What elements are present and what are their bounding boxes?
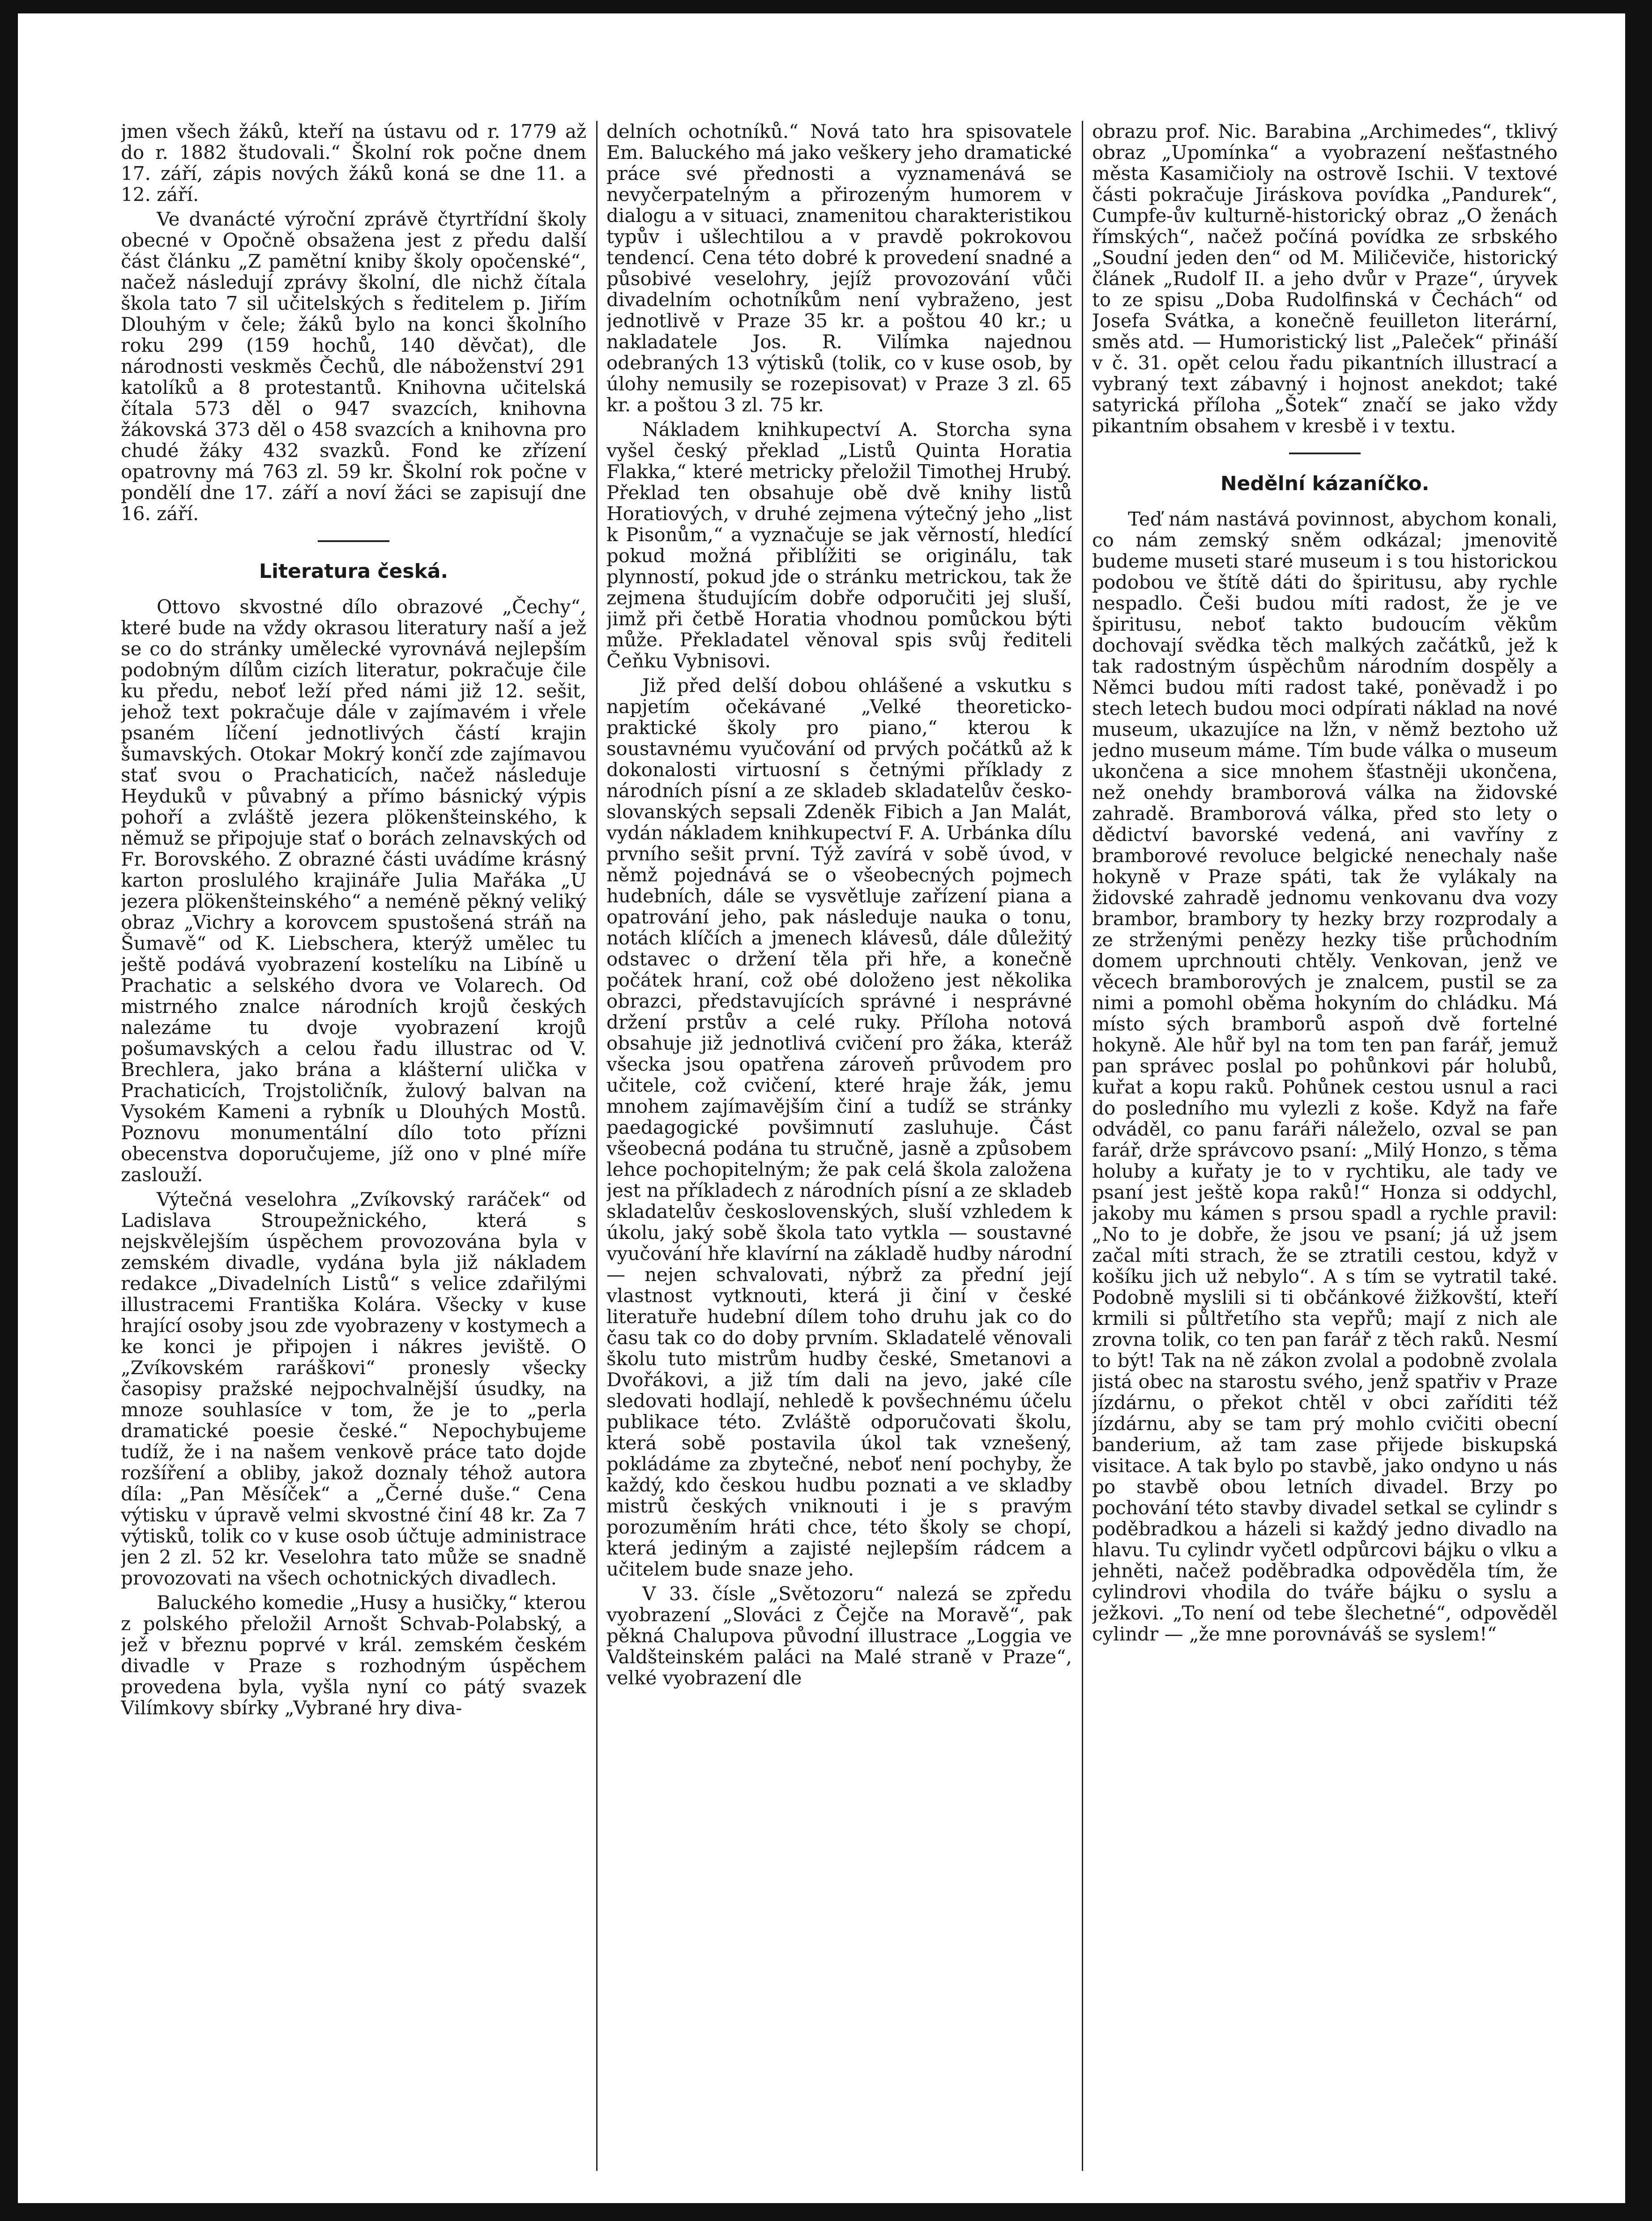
column-1 [121, 121, 586, 2180]
scan-border-top [0, 0, 1652, 13]
section-heading: Nedělní kázaníčko. [1220, 472, 1430, 495]
newspaper-page [121, 121, 1558, 2180]
article-paragraph: Již před delší dobou ohlášené a vskutku s napjetím očekávané „Velké theoreticko-praktické školy pro piano,“ kterou k soustavnému vyučování od prvých počátků až k dokonalosti virtuosní s četnými příklady z národních písní a ze skladeb skladatelův česko-slovanských sepsali Zdeněk Fibich a Jan Malát, vydán nákladem knihkupectví F. A. Urbánka dílu prvního sešit první. Týž zavírá v sobě úvod, v němž pojednává se o všeobecných pojmech hudebních, dále se vysvětluje zařízení piana a opatrování jeho, pak následuje nauka o tonu, notách klíčích a jmenech klávesů, dále důležitý odstavec o držení těla při hře, a konečně počátek hraní, což obé doloženo jest několika obrazci, představujících správné i nesprávné držení prstův a celé ruky. Příloha notová obsahuje již jednotlivá cvičení pro žáka, kteráž všecka jsou opatřena zároveň průvodem pro učitele, což cvičení, které hraje žák, jemu mnohem zajímavějším činí a tudíž se stránky paedagogické povšimnutí zasluhuje. Část všeobecná podána tu stručně, jasně a způsobem lehce pochopitelným; že pak celá škola založena jest na příkladech z národních písní a ze skladeb skladatelův československých, sluší vzhledem k úkolu, jaký sobě škola tato vytkla — soustavné vyučování hře klavírní na základě hudby národní — nejen schvalovati, nýbrž za přední její vlastnost vytknouti, která ji činí v české literatuře hudební dílem toho druhu jak co do času tak co do doby prvním. Skladatelé věnovali školu tuto mistrům hudby české, Smetanovi a Dvořákovi, a již tím dali na jevo, jaké cíle sledovati hodlají, nehledě k povšechnému účelu publikace této. Zvláště odporučovati školu, která sobě postavila úkol tak vznešený, pokládáme za zbytečné, neboť není pochyby, že každý, kdo českou hudbu poznati a ve skladby mistrů českých vniknouti i je s pravým porozuměním hráti chce, této školy se chopí, která jediným a zajisté nejlepším rádcem a učitelem bude snaze jeho. [606, 675, 1072, 1580]
section-separator [1289, 453, 1361, 454]
column-rule-1 [596, 121, 598, 2171]
article-paragraph: Baluckého komedie „Husy a husičky,“ kterou z polského přeložil Arnošt Schvab-Polabský, a jež v březnu poprvé v král. zemském českém divadle v Praze s rozhodným úspěchem provedena byla, vyšla nyní co pátý svazek Vilímkovy sbírky „Vybrané hry diva- [121, 1592, 586, 1719]
section-separator [318, 540, 389, 542]
article-paragraph: jmen všech žáků, kteří na ústavu od r. 1779 až do r. 1882 študovali.“ Školní rok počne dnem 17. září, zápis nových žáků koná se dne 11. a 12. září. [121, 121, 586, 205]
article-paragraph: delních ochotníků.“ Nová tato hra spisovatele Em. Baluckého má jako veškery jeho dramatické práce své přednosti a vyznamenává se nevyčerpatelným a přirozeným humorem v dialogu a v situaci, znamenitou charakteristikou typův i ušlechtilou a v pravdě pokrokovou tendencí. Cena této dobré k provedení snadné a působivé veselohry, jejíž provozování vůči divadelním ochotníkům není vybraženo, jest jednotlivě v Praze 35 kr. a poštou 40 kr.; u nakladatele Jos. R. Vilímka najednou odebraných 13 výtisků (tolik, co v kuse osob, by úlohy nemusily se rozepisovat) v Praze 3 zl. 65 kr. a poštou 3 zl. 75 kr. [606, 121, 1072, 416]
scan-border-right [1625, 0, 1652, 2221]
column-2 [606, 121, 1072, 2180]
column-3 [1092, 121, 1558, 2180]
article-paragraph: obrazu prof. Nic. Barabina „Archimedes“, tklivý obraz „Upomínka“ a vyobrazení nešťastného města Kasamičioly na ostrově Ischii. V textové části pokračuje Jiráskova povídka „Pandurek“, Cumpfe-ův kulturně-historický obraz „O ženách římských“, načež počíná povídka ze srbského „Soudní jeden den“ od M. Miličeviče, historický článek „Rudolf II. a jeho dvůr v Praze“, úryvek to ze spisu „Doba Rudolfinská v Čechách“ od Josefa Svátka, a konečně feuilleton literární, směs atd. — Humoristický list „Paleček“ přináší v č. 31. opět celou řadu pikantních illustrací a vybraný text zábavný i hojnost anekdot; také satyrická příloha „Šotek“ značí se jako vždy pikantním obsahem v kresbě i v textu. [1092, 121, 1558, 437]
article-paragraph: Teď nám nastává povinnost, abychom konali, co nám zemský sněm odkázal; jmenovitě budeme museti staré museum i s tou historickou podobou ve štítě dáti do špiritusu, aby rychle nespadlo. Češi budou míti radost, že je ve špiritusu, neboť takto budoucím věkům dochovají svědka těch malkých začátků, jež k tak radostným úspěchům národním dospěly a Němci budou míti radost také, poněvadž i po stech letech budou moci odpírati náklad na nové museum, ukazujíce na lžn, v němž beztoho už jedno museum máme. Tím bude válka o museum ukončena a sice mnohem šťastněji ukončena, než onehdy bramborová válka na židovské zahradě. Bramborová válka, před sto lety o dědictví bavorské vedená, ani vavříny z bramborové revoluce belgické nenechaly naše hokyně v Praze spáti, tak že vylákaly na židovské zahradě jednomu venkovanu dva vozy brambor, brambory ty hezky brzy rozprodaly a ze strženými penězy hezky tiše průchodním domem uprchnouti chtěly. Venkovan, jenž ve věcech bramborových je znalcem, pustil se za nimi a pomohl oběma hokyním do chládku. Má místo sých bramborů aspoň dvě fortelné hokyně. Ale hůř byl na tom ten pan farář, jemuž pan správec poslal po pohůnkovi pár holubů, kuřat a kopu raků. Pohůnek cestou usnul a raci do posledního mu vylezli z koše. Když na faře odváděl, co panu faráři náleželo, ozval se pan farář, drže správcovo psaní: „Milý Honzo, s těma holuby a kuřaty je to v rychtiku, ale tady ve psaní jest ještě kopa raků!“ Honza si oddychl, jakoby mu kámen s prsou spadl a rychle pravil: „No to je dobře, že jsou ve psaní; já už jsem začal míti strach, že se ztratili cestou, když v košíku jich už nebylo“. A s tím se vytratil také. Podobně myslili si ti občánkové žižkovští, kteří krmili si půltřetího sta vepřů; mají z nich ale zrovna tolik, co ten pan farář z těch raků. Nesmí to být! Tak na ně zákon zvolal a podobně zvolala jistá obec na starostu svého, jenž spatřiv v Praze jízdárnu, o překot chtěl v obci zaříditi též jízdárnu, aby se tam prý mohlo cvičiti obecní banderium, až tam zase přijede biskupská visitace. A tak bylo po stavbě, jako ondyno u nás po stavbě obou letních divadel. Brzy po pochování této stavby divadel setkal se cylindr s poděbradkou a házeli si každý jedno divadlo na hlavu. Tu cylindr vyčetl odpůrcovi bájku o vlku a jehněti, načež poděbradka odpověděla tím, že cylindrovi vhodila do tváře bájku o syslu a ježkovi. „To není od tebe šlechetné“, odpověděl cylindr — „že mne porovnáváš se syslem!“ [1092, 508, 1558, 1645]
article-paragraph: Ottovo skvostné dílo obrazové „Čechy“, které bude na vždy okrasou literatury naší a jež se co do stránky umělecké vyrovnává nejlepším podobným dílům cizích literatur, pokračuje čile ku předu, neboť leží před námi již 12. sešit, jehož text pokračuje dále v zajímavém i vřele psaném líčení jednotlivých částí krajin šumavských. Otokar Mokrý končí zde zajímavou stať svou o Prachaticích, načež následuje Heyduků v půvabný a přímo básnický výpis pohoří a zvláště jezera plökenšteinského, k němuž se připojuje stať o borách zelnavských od Fr. Borovského. Z obrazné části uvádíme krásný karton proslulého krajináře Julia Mařáka „U jezera plökenšteinského“ a neméně pěkný veliký obraz „Vichry a korovcem spustošená stráň na Šumavě“ od K. Liebschera, kterýž umělec tu ještě podává vyobrazení kostelíku na Libíně u Prachatic a selského dvora ve Volarech. Od mistrného znalce národních krojů českých nalezáme tu dvoje vyobrazení krojů pošumavských a celou řadu illustrac od V. Brechlera, jako brána a klášterní ulička v Prachaticích, Trojstoličník, žulový balvan na Vysokém Kameni a rybník u Dlouhých Mostů. Poznovu monumentální dílo toto přízni obecenstva doporučujeme, jíž ono v plné míře zaslouží. [121, 596, 586, 1186]
article-paragraph: Ve dvanácté výroční zprávě čtyrtřídní školy obecné v Opočně obsažena jest z předu další část článku „Z pamětní kniby školy opočenské“, načež následují zprávy školní, dle nichž čítala škola tato 7 sil učitelských s ředitelem p. Jiřím Dlouhým v čele; žáků bylo na konci školního roku 299 (159 hochů, 140 děvčat), dle národnosti veskměs Čechů, dle náboženství 291 katolíků a 8 protestantů. Knihovna učitelská čítala 573 děl o 947 svazcích, knihovna žákovská 373 děl o 458 svazcích a knihovna pro chudé žáky 432 svazků. Fond ke zřízení opatrovny má 763 zl. 59 kr. Školní rok počne v pondělí dne 17. září a noví žáci se zapisují dne 16. září. [121, 208, 586, 525]
section-heading: Literatura česká. [259, 560, 448, 583]
article-paragraph: V 33. čísle „Světozoru“ nalezá se zpředu vyobrazení „Slováci z Čejče na Moravě“, pak pěkná Chalupova původní illustrace „Loggia ve Valdšteinském paláci na Malé straně v Praze“, velké vyobrazení dle [606, 1583, 1072, 1689]
article-paragraph: Nákladem knihkupectví A. Storcha syna vyšel český překlad „Listů Quinta Horatia Flakka,“ které metricky přeložil Timothej Hrubý. Překlad ten obsahuje obě dvě knihy listů Horatiových, v druhé zejmena výtečný jeho „list k Pisonům,“ a vyznačuje se jak věrností, hledící pokud možná přiblížiti se originálu, tak plynností, pokud jde o stránku metrickou, tak že zejmena študujícím dobře odporučiti jej sluší, jimž při četbě Horatia vhodnou pomůckou býti může. Překladatel věnoval spis svůj řediteli Čeňku Vybnisovi. [606, 419, 1072, 672]
article-paragraph: Výtečná veselohra „Zvíkovský raráček“ od Ladislava Stroupežnického, která s nejskvělejším úspěchem provozována byla v zemském divadle, vydána byla již nákladem redakce „Divadelních Listů“ s velice zdařilými illustracemi Františka Kolára. Všecky v kuse hrající osoby jsou zde vyobrazeny v kostymech a ke konci je připojen i nákres jeviště. O „Zvíkovském raráškovi“ pronesly všecky časopisy pražské nejpochvalnější úsudky, na mnoze souhlasíce v tom, že je to „perla dramatické poesie české.“ Nepochybujeme tudíž, že i na našem venkově práce tato dojde rozšíření a obliby, jakož doznaly téhož autora díla: „Pan Měsíček“ a „Černé duše.“ Cena výtisku v úpravě velmi skvostné činí 48 kr. Za 7 výtisků, tolik co v kuse osob účtuje administrace jen 2 zl. 52 kr. Veselohra tato může se snadně provozovati na všech ochotnických divadlech. [121, 1188, 586, 1589]
scan-border-left [0, 0, 18, 2221]
column-rule-2 [1082, 121, 1083, 2171]
scan-border-bottom [0, 2203, 1652, 2221]
